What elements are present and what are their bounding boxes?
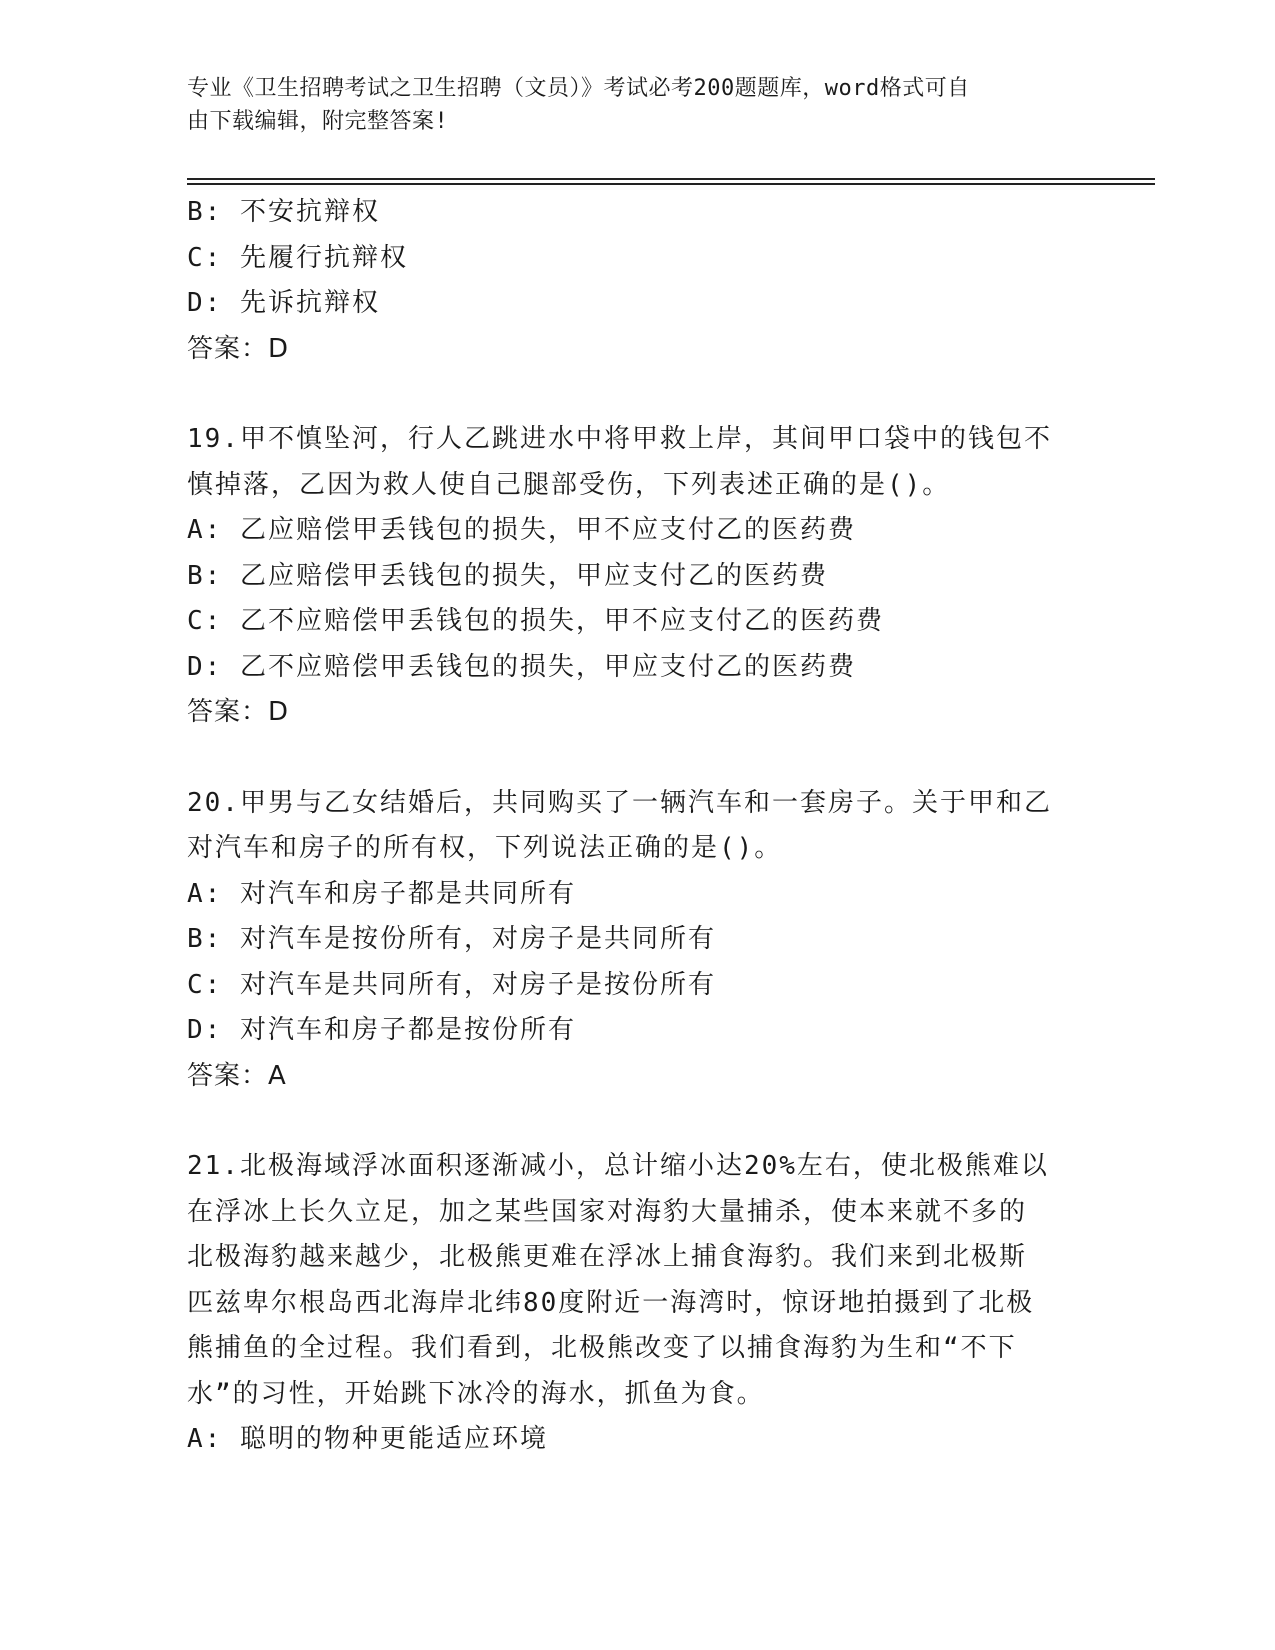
option-c: C: 乙不应赔偿甲丢钱包的损失，甲不应支付乙的医药费 bbox=[187, 606, 884, 636]
option-c: C: 先履行抗辩权 bbox=[187, 242, 408, 273]
question-text-line: 慎掉落，乙因为救人使自己腿部受伤，下列表述正确的是()。 bbox=[187, 469, 951, 500]
question-20 bbox=[187, 781, 1087, 1100]
option-b: B: 乙应赔偿甲丢钱包的损失，甲应支付乙的医药费 bbox=[187, 560, 828, 591]
option-d: D: 先诉抗辩权 bbox=[187, 288, 380, 318]
header-title-line-2: 由下载编辑，附完整答案! bbox=[187, 109, 449, 134]
document-header bbox=[187, 72, 1067, 138]
option-a: A: 聪明的物种更能适应环境 bbox=[187, 1424, 548, 1454]
question-18-continued bbox=[187, 190, 1087, 372]
header-title-line-1: 专业《卫生招聘考试之卫生招聘（文员）》考试必考200题题库，word格式可自 bbox=[187, 76, 970, 101]
spacer bbox=[187, 1099, 1087, 1144]
option-a: A: 乙应赔偿甲丢钱包的损失，甲不应支付乙的医药费 bbox=[187, 515, 856, 545]
answer: 答案：A bbox=[187, 1060, 287, 1091]
question-text-line: 匹兹卑尔根岛西北海岸北纬80度附近一海湾时，惊讶地拍摄到了北极 bbox=[187, 1287, 1035, 1318]
question-text-line: 对汽车和房子的所有权，下列说法正确的是()。 bbox=[187, 833, 783, 863]
header-divider-top bbox=[187, 178, 1155, 180]
question-text-line: 水”的习性，开始跳下冰冷的海水，抓鱼为食。 bbox=[187, 1378, 765, 1409]
option-a: A: 对汽车和房子都是共同所有 bbox=[187, 878, 576, 909]
question-text-line: 21.北极海域浮冰面积逐渐减小，总计缩小达20%左右，使北极熊难以 bbox=[187, 1151, 1049, 1181]
question-text-line: 20.甲男与乙女结婚后，共同购买了一辆汽车和一套房子。关于甲和乙 bbox=[187, 787, 1052, 818]
answer: 答案：D bbox=[187, 333, 290, 364]
question-list bbox=[187, 190, 1087, 1463]
question-text-line: 在浮冰上长久立足，加之某些国家对海豹大量捕杀，使本来就不多的 bbox=[187, 1196, 1028, 1227]
question-text-line: 熊捕鱼的全过程。我们看到，北极熊改变了以捕食海豹为生和“不下 bbox=[187, 1333, 1017, 1363]
header-divider-bottom bbox=[187, 183, 1155, 185]
option-c: C: 对汽车是共同所有，对房子是按份所有 bbox=[187, 969, 716, 1000]
question-21 bbox=[187, 1144, 1087, 1463]
spacer bbox=[187, 372, 1087, 417]
question-19 bbox=[187, 417, 1087, 736]
question-text-line: 19.甲不慎坠河，行人乙跳进水中将甲救上岸，其间甲口袋中的钱包不 bbox=[187, 424, 1052, 454]
option-b: B: 不安抗辩权 bbox=[187, 197, 380, 227]
answer: 答案：D bbox=[187, 697, 290, 727]
option-d: D: 乙不应赔偿甲丢钱包的损失，甲应支付乙的医药费 bbox=[187, 651, 856, 682]
option-d: D: 对汽车和房子都是按份所有 bbox=[187, 1015, 576, 1045]
spacer bbox=[187, 736, 1087, 781]
question-text-line: 北极海豹越来越少，北极熊更难在浮冰上捕食海豹。我们来到北极斯 bbox=[187, 1242, 1028, 1272]
option-b: B: 对汽车是按份所有，对房子是共同所有 bbox=[187, 924, 716, 954]
